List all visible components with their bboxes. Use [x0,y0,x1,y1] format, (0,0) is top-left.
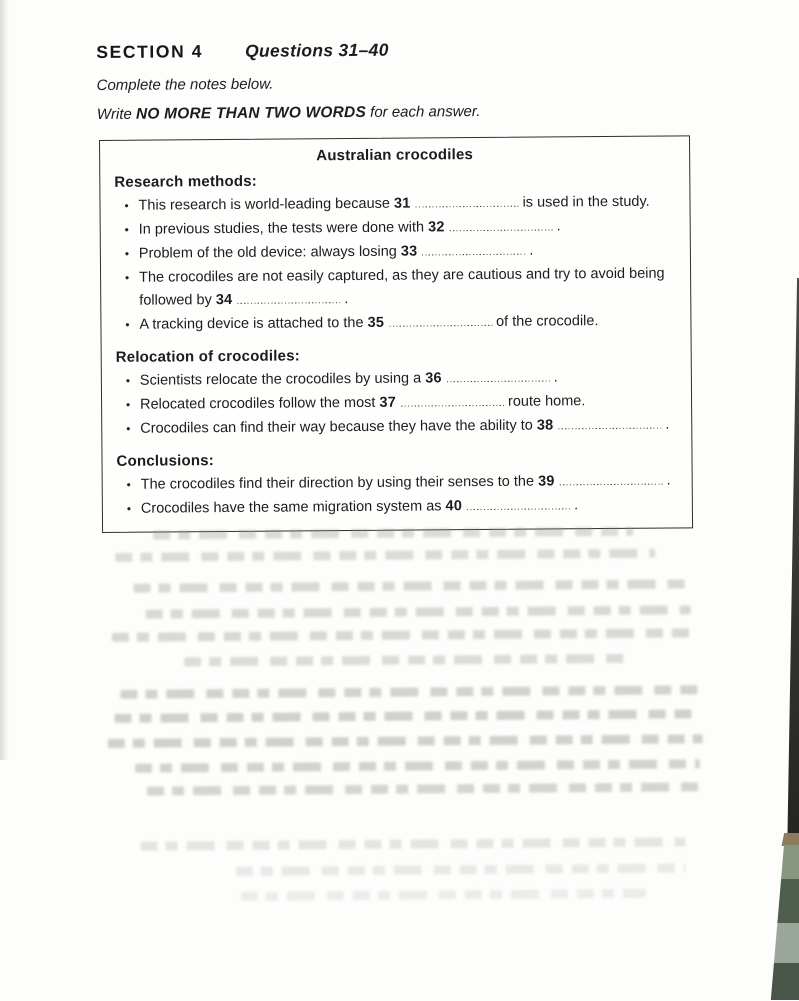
bullet-dot: • [126,421,131,436]
item-text: . [529,242,534,259]
bleedthrough-line [236,863,686,876]
question-number: 40 [445,498,463,515]
item-text: The crocodiles are not easily captured, as they are cautious and try to avoid being followed by [139,265,665,309]
answer-blank [415,196,518,208]
bleedthrough-line [112,628,692,642]
conclusions-list [117,469,678,520]
question-number: 38 [536,417,554,434]
item-text: . [573,497,579,514]
answer-blank [422,244,525,256]
item-text: . [553,369,558,386]
bleedthrough-line [135,759,700,772]
bleedthrough-line [147,782,702,795]
bullet-dot: • [125,397,131,412]
note-item-q35 [115,309,676,336]
bleedthrough-line [241,889,646,901]
item-text: Relocated crocodiles follow the most [140,394,376,413]
item-text: This research is world-leading because [138,195,391,214]
answer-blank [560,474,663,486]
bullet-dot: • [126,501,132,516]
answer-blank [450,219,553,231]
notes-box-title: Australian crocodiles [316,146,474,165]
item-text: Problem of the old device: always losing [138,243,397,262]
item-text: . [344,291,349,308]
bleedthrough-line [108,734,703,748]
bullet-dot: • [124,246,130,261]
note-item-q33 [115,238,676,265]
item-text: . [556,218,561,235]
questions-range-label: Questions 31–40 [245,39,389,61]
section-heading-conclusions: Conclusions: [116,452,214,470]
section-header [96,40,389,63]
section-heading-relocation: Relocation of crocodiles: [115,347,300,366]
instruction-word-limit [97,103,481,124]
question-number: 39 [537,473,555,490]
question-number: 35 [367,314,385,331]
bullet-dot: • [124,270,130,285]
item-text: In previous studies, the tests were done with [138,219,425,238]
bullet-dot: • [124,222,129,237]
note-item-q36 [116,365,677,392]
item-text: . [665,416,670,433]
bleedthrough-line [115,549,655,562]
question-number: 37 [379,394,397,411]
bleedthrough-line [146,605,691,618]
item-text: Crocodiles have the same migration system as [140,498,442,517]
bullet-dot: • [126,477,131,492]
item-text: . [666,472,671,489]
question-number: 32 [427,219,445,236]
note-item-q37 [116,389,677,416]
section-label: SECTION 4 [96,41,204,63]
question-number: 31 [393,195,411,212]
instruction-complete-notes: Complete the notes below. [96,75,274,95]
bleedthrough-line [115,709,695,723]
note-item-q34 [115,262,676,312]
answer-blank [558,418,661,430]
bleedthrough-line [184,654,624,666]
item-text: of the crocodile. [496,313,599,330]
answer-blank [447,370,550,382]
bullet-dot: • [125,317,130,332]
bleedthrough-line [120,685,705,699]
answer-blank [401,395,504,407]
research-methods-list [114,190,676,336]
section-heading-research-methods: Research methods: [114,172,258,191]
bleedthrough-line [133,579,688,592]
bullet-dot: • [125,373,131,388]
bleedthrough-line [141,837,686,850]
question-number: 36 [425,370,442,387]
bullet-dot: • [124,198,129,213]
instruction-suffix: for each answer. [365,103,481,121]
instruction-prefix: Write [96,105,137,124]
item-text: Scientists relocate the crocodiles by using a [139,370,422,389]
answer-blank [467,498,570,510]
note-item-q39 [117,469,678,496]
item-text: The crocodiles find their direction by using their senses to the [140,473,535,493]
note-item-q31 [114,190,675,217]
question-number: 34 [215,291,233,309]
note-item-q32 [115,214,676,241]
item-text: is used in the study. [522,193,650,211]
note-item-q40 [117,493,678,520]
page-left-crease-shadow [0,0,9,760]
item-text: Crocodiles can find their way because they have the ability to [140,417,533,437]
item-text: route home. [507,393,586,410]
answer-blank [237,292,340,304]
question-number: 33 [400,243,418,260]
note-item-q38 [116,413,677,440]
notes-box [99,135,693,533]
word-limit-emphasis: NO MORE THAN TWO WORDS [135,103,367,123]
answer-blank [389,315,492,327]
relocation-list [116,365,678,440]
item-text: A tracking device is attached to the [139,314,364,333]
